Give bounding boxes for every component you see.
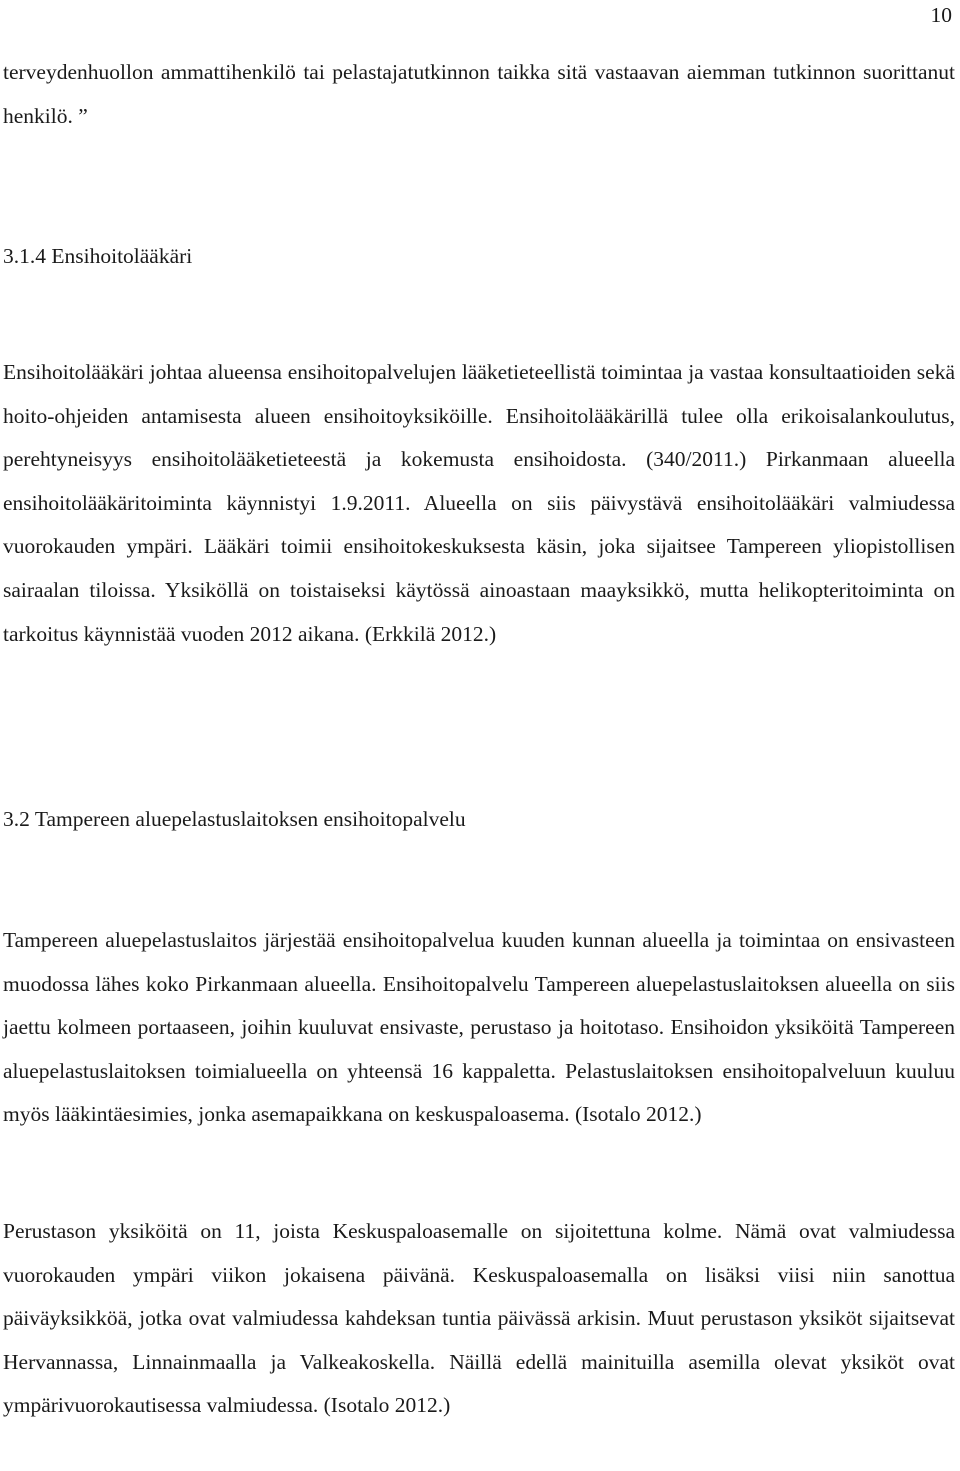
section-3-2-paragraph-1: Tampereen aluepelastuslaitos järjestää ensihoitopalvelua kuuden kunnan alueella ja toimintaa on ensivasteen muodossa lähes koko Pirkanmaan alueella. Ensihoitopalvelu Tampereen aluepelastuslaitoksen alueella on siis jaettu kolmeen portaaseen, joihin kuuluvat ensivaste, perustaso ja hoitotaso. Ensihoidon yksiköitä Tampereen aluepelastuslaitoksen toimialueella on yhteensä 16 kappaletta. Pelastuslaitoksen ensihoitopalveluun kuuluu myös lääkintäesimies, jonka asemapaikkana on keskuspaloasema. (Isotalo 2012.)	[3, 928, 955, 1127]
intro-paragraph: terveydenhuollon ammattihenkilö tai pelastajatutkinnon taikka sitä vastaavan aiemman tutkinnon suorittanut henkilö. ”	[3, 60, 955, 128]
section-heading-3-1-4: 3.1.4 Ensihoitolääkäri	[3, 244, 193, 268]
section-3-1-4-paragraph: Ensihoitolääkäri johtaa alueensa ensihoitopalvelujen lääketieteellistä toimintaa ja vastaa konsultaatioiden sekä hoito-ohjeiden antamisesta alueen ensihoitoyksiköille. Ensihoitolääkärillä tulee olla erikoisalankoulutus, perehtyneisyys ensihoitolääketieteestä ja kokemusta ensihoidosta. (340/2011.) Pirkanmaan alueella ensihoitolääkäritoiminta käynnistyi 1.9.2011. Alueella on siis päivystävä ensihoitolääkäri valmiudessa vuorokauden ympäri. Lääkäri toimii ensihoitokeskuksesta käsin, joka sijaitsee Tampereen yliopistollisen sairaalan tiloissa. Yksiköllä on toistaiseksi käytössä ainoastaan maayksikkö, mutta helikopteritoiminta on tarkoitus käynnistää vuoden 2012 aikana. (Erkkilä 2012.)	[3, 360, 955, 646]
section-heading-3-2: 3.2 Tampereen aluepelastuslaitoksen ensihoitopalvelu	[3, 807, 466, 831]
page-number: 10	[930, 3, 952, 27]
section-3-2-paragraph-2: Perustason yksiköitä on 11, joista Keskuspaloasemalle on sijoitettuna kolme. Nämä ovat valmiudessa vuorokauden ympäri viikon jokaisena päivänä. Keskuspaloasemalla on lisäksi viisi niin sanottua päiväyksikköä, jotka ovat valmiudessa kahdeksan tuntia päivässä arkisin. Muut perustason yksiköt sijaitsevat Hervannassa, Linnainmaalla ja Valkeakoskella. Näillä edellä mainituilla asemilla olevat yksiköt ovat ympärivuorokautisessa valmiudessa. (Isotalo 2012.)	[3, 1219, 955, 1418]
